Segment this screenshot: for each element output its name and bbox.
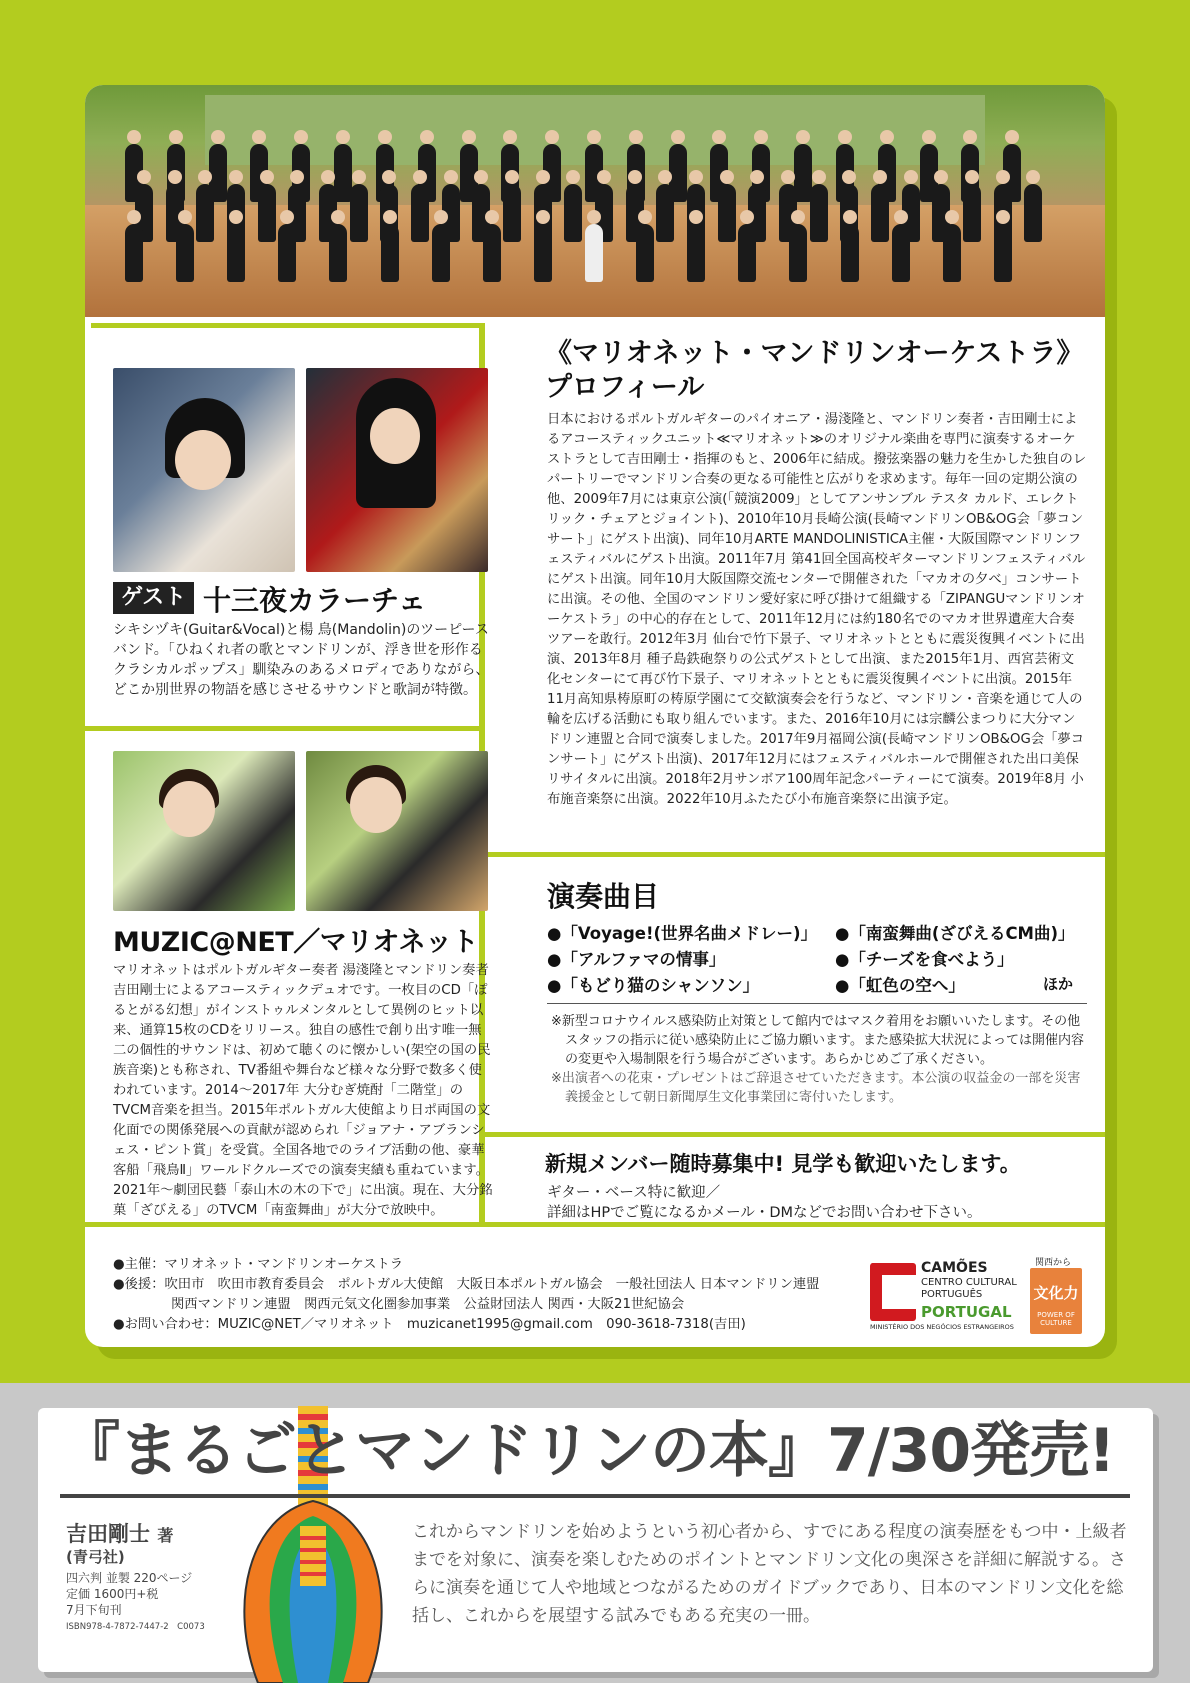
orchestra-member bbox=[636, 224, 654, 282]
orchestra-member-head bbox=[545, 130, 559, 144]
yuasa-photo bbox=[113, 751, 295, 911]
orchestra-member bbox=[258, 184, 276, 242]
orchestra-member-head bbox=[352, 170, 366, 184]
guest-photo-left bbox=[113, 368, 295, 572]
orchestra-member bbox=[534, 224, 552, 282]
event-credits bbox=[113, 1255, 833, 1335]
orchestra-member bbox=[196, 184, 214, 242]
orchestra-member-head bbox=[838, 130, 852, 144]
orchestra-member-head bbox=[252, 130, 266, 144]
orchestra-member-head bbox=[873, 170, 887, 184]
kansai-label: 関西から bbox=[1035, 1258, 1072, 1268]
guest-photo-right bbox=[306, 368, 488, 572]
contact-info: ●お問い合わせ：MUZIC@NET／マリオネット muzicanet1995@gmail.com 090-3618-7318(吉田) bbox=[113, 1317, 746, 1332]
orchestra-member-head bbox=[671, 130, 685, 144]
orchestra-member-head bbox=[413, 170, 427, 184]
camoes-logo-icon bbox=[870, 1263, 916, 1321]
orchestra-member-head bbox=[321, 170, 335, 184]
orchestra-member-head bbox=[462, 130, 476, 144]
orchestra-members bbox=[115, 130, 1075, 270]
repertoire-item: ●「虹色の空へ」 bbox=[835, 976, 965, 995]
notice-gifts: ※出演者への花束・プレゼントはご辞退させていただきます。本公演の収益金の一部を災害義援金として朝日新聞厚生文化事業団に寄付いたします。 bbox=[551, 1071, 1081, 1105]
recruit-line-2: 詳細はHPでご覧になるかメール・DMなどでお問い合わせ下さい。 bbox=[547, 1205, 982, 1221]
orchestra-member-head bbox=[781, 170, 795, 184]
notices bbox=[547, 1003, 1087, 1107]
orchestra-member bbox=[564, 184, 582, 242]
orchestra-member-head bbox=[628, 170, 642, 184]
repertoire-title: 演奏曲目 bbox=[547, 880, 660, 913]
orchestra-member-head bbox=[791, 210, 805, 224]
orchestra-member-head bbox=[587, 210, 601, 224]
profile-description: 日本におけるポルトガルギターのパイオニア・湯淺隆と、マンドリン奏者・吉田剛士によるアコースティックユニット≪マリオネット≫のオリジナル楽曲を専門に演奏するオーケストラとして吉田剛士・指揮のもと、2006年に結成。撥弦楽器の魅力を生かした独自のレパートリーでマンドリン合奏の更なる可能性と広がりを求めます。毎年一回の定期公演の他、2009年7月には東京公演(「競演2009」としてアンサンブル テスタ カルド、エレクトリック・チェアとジョイント)、2010年10月長崎公演(長崎マンドリンOB&OG会「夢コンサート」にゲスト出演)、同年10月ARTE MANDOLINISTICA主催・大阪国際マンドリンフェスティバルにゲスト出演。2011年7月 第41回全国高校ギターマンドリンフェスティバルにゲスト出演。同年10月大阪国際交流センターで開催された「マカオの夕べ」コンサートに出演。その他、全国のマンドリン愛好家に呼び掛けて組織する「ZIPANGUマンドリンオーケストラ」の中心的存在として、2011年12月には約180名でのマカオ世界遺産大合奏ツアーを敢行。2012年3月 仙台で竹下景子、マリオネットとともに震災復興イベントに出演、2013年8月 種子島鉄砲祭りの公式ゲストとして出演、また2015年1月、西宮芸術文化センターにて再び竹下景子、マリオネットとともに震災復興イベントに出演。2015年11月高知県梼原町の梼原学園にて交歓演奏会を行うなど、マンドリン・音楽を通じて人の輪を広げる活動にも取り組んでいます。また、2016年10月には宗麟公まつりに大分マンドリン連盟と合同で演奏しました。2017年9月福岡公演(長崎マンドリンOB&OG会「夢コンサート」にゲスト出演)、2017年12月にはフェスティバルホールで開催された出口美保リサイタルに出演。2018年2月サンボア100周年記念パーティーにて演奏。2019年8月 小布施音楽祭に出演。2022年10月ふたたび小布施音楽祭に出演予定。 bbox=[547, 412, 1087, 807]
orchestra-member bbox=[329, 224, 347, 282]
guest-name: 十三夜カラーチェ bbox=[203, 584, 427, 617]
bunkaryoku-logo: 文化力 bbox=[1030, 1268, 1082, 1334]
orchestra-member-head bbox=[712, 130, 726, 144]
orchestra-member-head bbox=[945, 210, 959, 224]
orchestra-member-head bbox=[629, 130, 643, 144]
divider bbox=[479, 852, 1105, 857]
organizer: ●主催：マリオネット・マンドリンオーケストラ bbox=[113, 1257, 404, 1272]
profile-title: 《マリオネット・マンドリンオーケストラ》プロフィール bbox=[545, 338, 1084, 403]
orchestra-member-head bbox=[178, 210, 192, 224]
camoes-ministry: MINISTÉRIO DOS NEGÓCIOS ESTRANGEIROS bbox=[870, 1323, 1014, 1331]
muzicanet-title: MUZIC@NET／マリオネット bbox=[113, 927, 479, 958]
recruit-description bbox=[547, 1183, 1087, 1223]
orchestra-member-head bbox=[597, 170, 611, 184]
orchestra-member bbox=[841, 224, 859, 282]
orchestra-member-head bbox=[485, 210, 499, 224]
orchestra-member bbox=[585, 224, 603, 282]
muzicanet-description: マリオネットはポルトガルギター奏者 湯淺隆とマンドリン奏者吉田剛士によるアコースティックデュオです。一枚目のCD「ぽるとがる幻想」がインストゥルメンタルとして異例のヒット以来、通算15枚のCDをリリース。独自の感性で創り出す唯一無二の個性的サウンドは、初めて聴くのに懐かしい(架空の国の民族音楽)とも称され、TV番組や舞台など様々な分野で数多く使われています。2014～2017年 大分むぎ焼酎「二階堂」のTVCM音楽を担当。2015年ポルトガル大使館より日ポ両国の文化面での関係発展への貢献が認められ「ジョアナ・アブランシェス・ピント賞」を受賞。全国各地でのライブ活動の他、豪華客船「飛鳥Ⅱ」ワールドクルーズでの演奏実績も重ねています。2021年～劇団民藝「泰山木の木の下で」に出演。現在、大分銘菓「ざびえる」のTVCM「南蛮舞曲」が大分で放映中。 bbox=[113, 963, 493, 1218]
orchestra-member-head bbox=[587, 130, 601, 144]
orchestra-member-head bbox=[904, 170, 918, 184]
orchestra-member-head bbox=[420, 130, 434, 144]
orchestra-member-head bbox=[996, 170, 1010, 184]
repertoire-item: ●「アルファマの情事」 bbox=[547, 950, 726, 969]
orchestra-member bbox=[718, 184, 736, 242]
orchestra-member-head bbox=[754, 130, 768, 144]
yoshida-photo bbox=[306, 751, 488, 911]
orchestra-member bbox=[1024, 184, 1042, 242]
orchestra-member-head bbox=[383, 210, 397, 224]
orchestra-member-head bbox=[880, 130, 894, 144]
book-title-rule bbox=[60, 1494, 1130, 1498]
orchestra-member-head bbox=[294, 130, 308, 144]
orchestra-member-head bbox=[378, 130, 392, 144]
orchestra-member bbox=[943, 224, 961, 282]
orchestra-member-head bbox=[536, 170, 550, 184]
orchestra-member bbox=[810, 184, 828, 242]
orchestra-member-head bbox=[127, 130, 141, 144]
orchestra-member-head bbox=[211, 130, 225, 144]
orchestra-photo bbox=[85, 85, 1105, 317]
orchestra-member bbox=[871, 184, 889, 242]
orchestra-member bbox=[789, 224, 807, 282]
orchestra-member bbox=[125, 224, 143, 282]
book-author: 吉田剛士 著 bbox=[66, 1522, 174, 1546]
orchestra-member bbox=[432, 224, 450, 282]
orchestra-member bbox=[892, 224, 910, 282]
orchestra-member-head bbox=[963, 130, 977, 144]
orchestra-member-head bbox=[843, 210, 857, 224]
book-specs: 四六判 並製 220ページ 定価 1600円+税 7月下旬刊 bbox=[66, 1571, 193, 1617]
camoes-logo-sub: CENTRO CULTURAL PORTUGUÊS bbox=[921, 1277, 1017, 1300]
orchestra-member bbox=[738, 224, 756, 282]
guest-description: シキシヅキ(Guitar&Vocal)と楊 鳥(Mandolin)のツーピースバンド。「ひねくれ者の歌とマンドリンが、浮き世を形作るクラシカルポップス」馴染みのあるメロディでありながら、どこか別世界の物語を感じさせるサウンドと歌詞が特徴。 bbox=[113, 622, 490, 698]
orchestra-member-head bbox=[638, 210, 652, 224]
book-isbn: ISBN978-4-7872-7447-2 C0073 bbox=[66, 1622, 205, 1632]
orchestra-member-head bbox=[566, 170, 580, 184]
orchestra-member-head bbox=[996, 210, 1010, 224]
orchestra-member-head bbox=[536, 210, 550, 224]
orchestra-member-head bbox=[444, 170, 458, 184]
camoes-portugal: PORTUGAL bbox=[921, 1303, 1012, 1321]
orchestra-member bbox=[483, 224, 501, 282]
orchestra-member-head bbox=[796, 130, 810, 144]
power-of-culture: POWER OF CULTURE bbox=[1037, 1311, 1075, 1327]
notice-mask: ※新型コロナウイルス感染防止対策として館内ではマスク着用をお願いいたします。その他スタッフの指示に従い感染防止にご協力願います。また感染拡大状況によっては開催内容の変更や入場制限を行う場合がございます。あらかじめご了承ください。 bbox=[551, 1014, 1084, 1067]
flyer-card bbox=[85, 85, 1105, 1347]
recruit-line-1: ギター・ベース特に歓迎／ bbox=[547, 1185, 721, 1201]
book-publisher: (青弓社) bbox=[66, 1548, 125, 1566]
orchestra-member-head bbox=[474, 170, 488, 184]
orchestra-member-head bbox=[720, 170, 734, 184]
orchestra-member-head bbox=[169, 130, 183, 144]
orchestra-member-head bbox=[812, 170, 826, 184]
orchestra-member bbox=[350, 184, 368, 242]
orchestra-member-head bbox=[894, 210, 908, 224]
orchestra-member-head bbox=[229, 170, 243, 184]
orchestra-member bbox=[278, 224, 296, 282]
orchestra-member-head bbox=[127, 210, 141, 224]
supporters: ●後援：吹田市 吹田市教育委員会 ポルトガル大使館 大阪日本ポルトガル協会 一般社団法人 日本マンドリン連盟 bbox=[113, 1277, 820, 1292]
orchestra-member-head bbox=[331, 210, 345, 224]
divider bbox=[91, 323, 484, 328]
guest-badge: ゲスト bbox=[113, 582, 194, 614]
orchestra-member-head bbox=[137, 170, 151, 184]
orchestra-member-head bbox=[922, 130, 936, 144]
orchestra-member-head bbox=[965, 170, 979, 184]
orchestra-member bbox=[411, 184, 429, 242]
book-description: これからマンドリンを始めようという初心者から、すでにある程度の演奏歴をもつ中・上級者までを対象に、演奏を楽しむためのポイントとマンドリン文化の奥深さを詳細に解説する。さらに演奏を通じて人や地域とつながるためのガイドブックであり、日本のマンドリン文化を総括し、これからを展望する試みでもある充実の一冊。 bbox=[412, 1522, 1127, 1626]
orchestra-member-head bbox=[934, 170, 948, 184]
repertoire-etc: ほか bbox=[1043, 975, 1074, 993]
orchestra-member bbox=[227, 224, 245, 282]
divider bbox=[479, 1132, 1105, 1137]
orchestra-member-head bbox=[842, 170, 856, 184]
orchestra-member bbox=[656, 184, 674, 242]
orchestra-member bbox=[503, 184, 521, 242]
orchestra-member-head bbox=[434, 210, 448, 224]
recruit-title: 新規メンバー随時募集中! 見学も歓迎いたします。 bbox=[545, 1152, 1021, 1176]
repertoire-item: ●「チーズを食べよう」 bbox=[835, 950, 1014, 969]
orchestra-member bbox=[381, 224, 399, 282]
orchestra-member-head bbox=[689, 170, 703, 184]
divider bbox=[85, 726, 485, 731]
orchestra-member-head bbox=[260, 170, 274, 184]
repertoire-item: ●「もどり猫のシャンソン」 bbox=[547, 976, 760, 995]
orchestra-member-head bbox=[1026, 170, 1040, 184]
orchestra-member bbox=[963, 184, 981, 242]
orchestra-member-head bbox=[382, 170, 396, 184]
supporters-cont: 関西マンドリン連盟 関西元気文化圏参加事業 公益財団法人 関西・大阪21世紀協会 bbox=[171, 1297, 685, 1312]
repertoire-item: ●「Voyage!(世界名曲メドレー)」 bbox=[547, 924, 818, 943]
orchestra-member-head bbox=[503, 130, 517, 144]
book-title: 『まるごとマンドリンの本』7/30発売! bbox=[60, 1416, 1115, 1486]
orchestra-member bbox=[176, 224, 194, 282]
orchestra-member-head bbox=[336, 130, 350, 144]
orchestra-member bbox=[687, 224, 705, 282]
orchestra-member-head bbox=[168, 170, 182, 184]
orchestra-member bbox=[994, 224, 1012, 282]
orchestra-member-head bbox=[505, 170, 519, 184]
camoes-logo-text: CAMÕES bbox=[921, 1260, 988, 1276]
repertoire-item: ●「南蛮舞曲(ざびえるCM曲)」 bbox=[835, 924, 1075, 943]
orchestra-member-head bbox=[1005, 130, 1019, 144]
